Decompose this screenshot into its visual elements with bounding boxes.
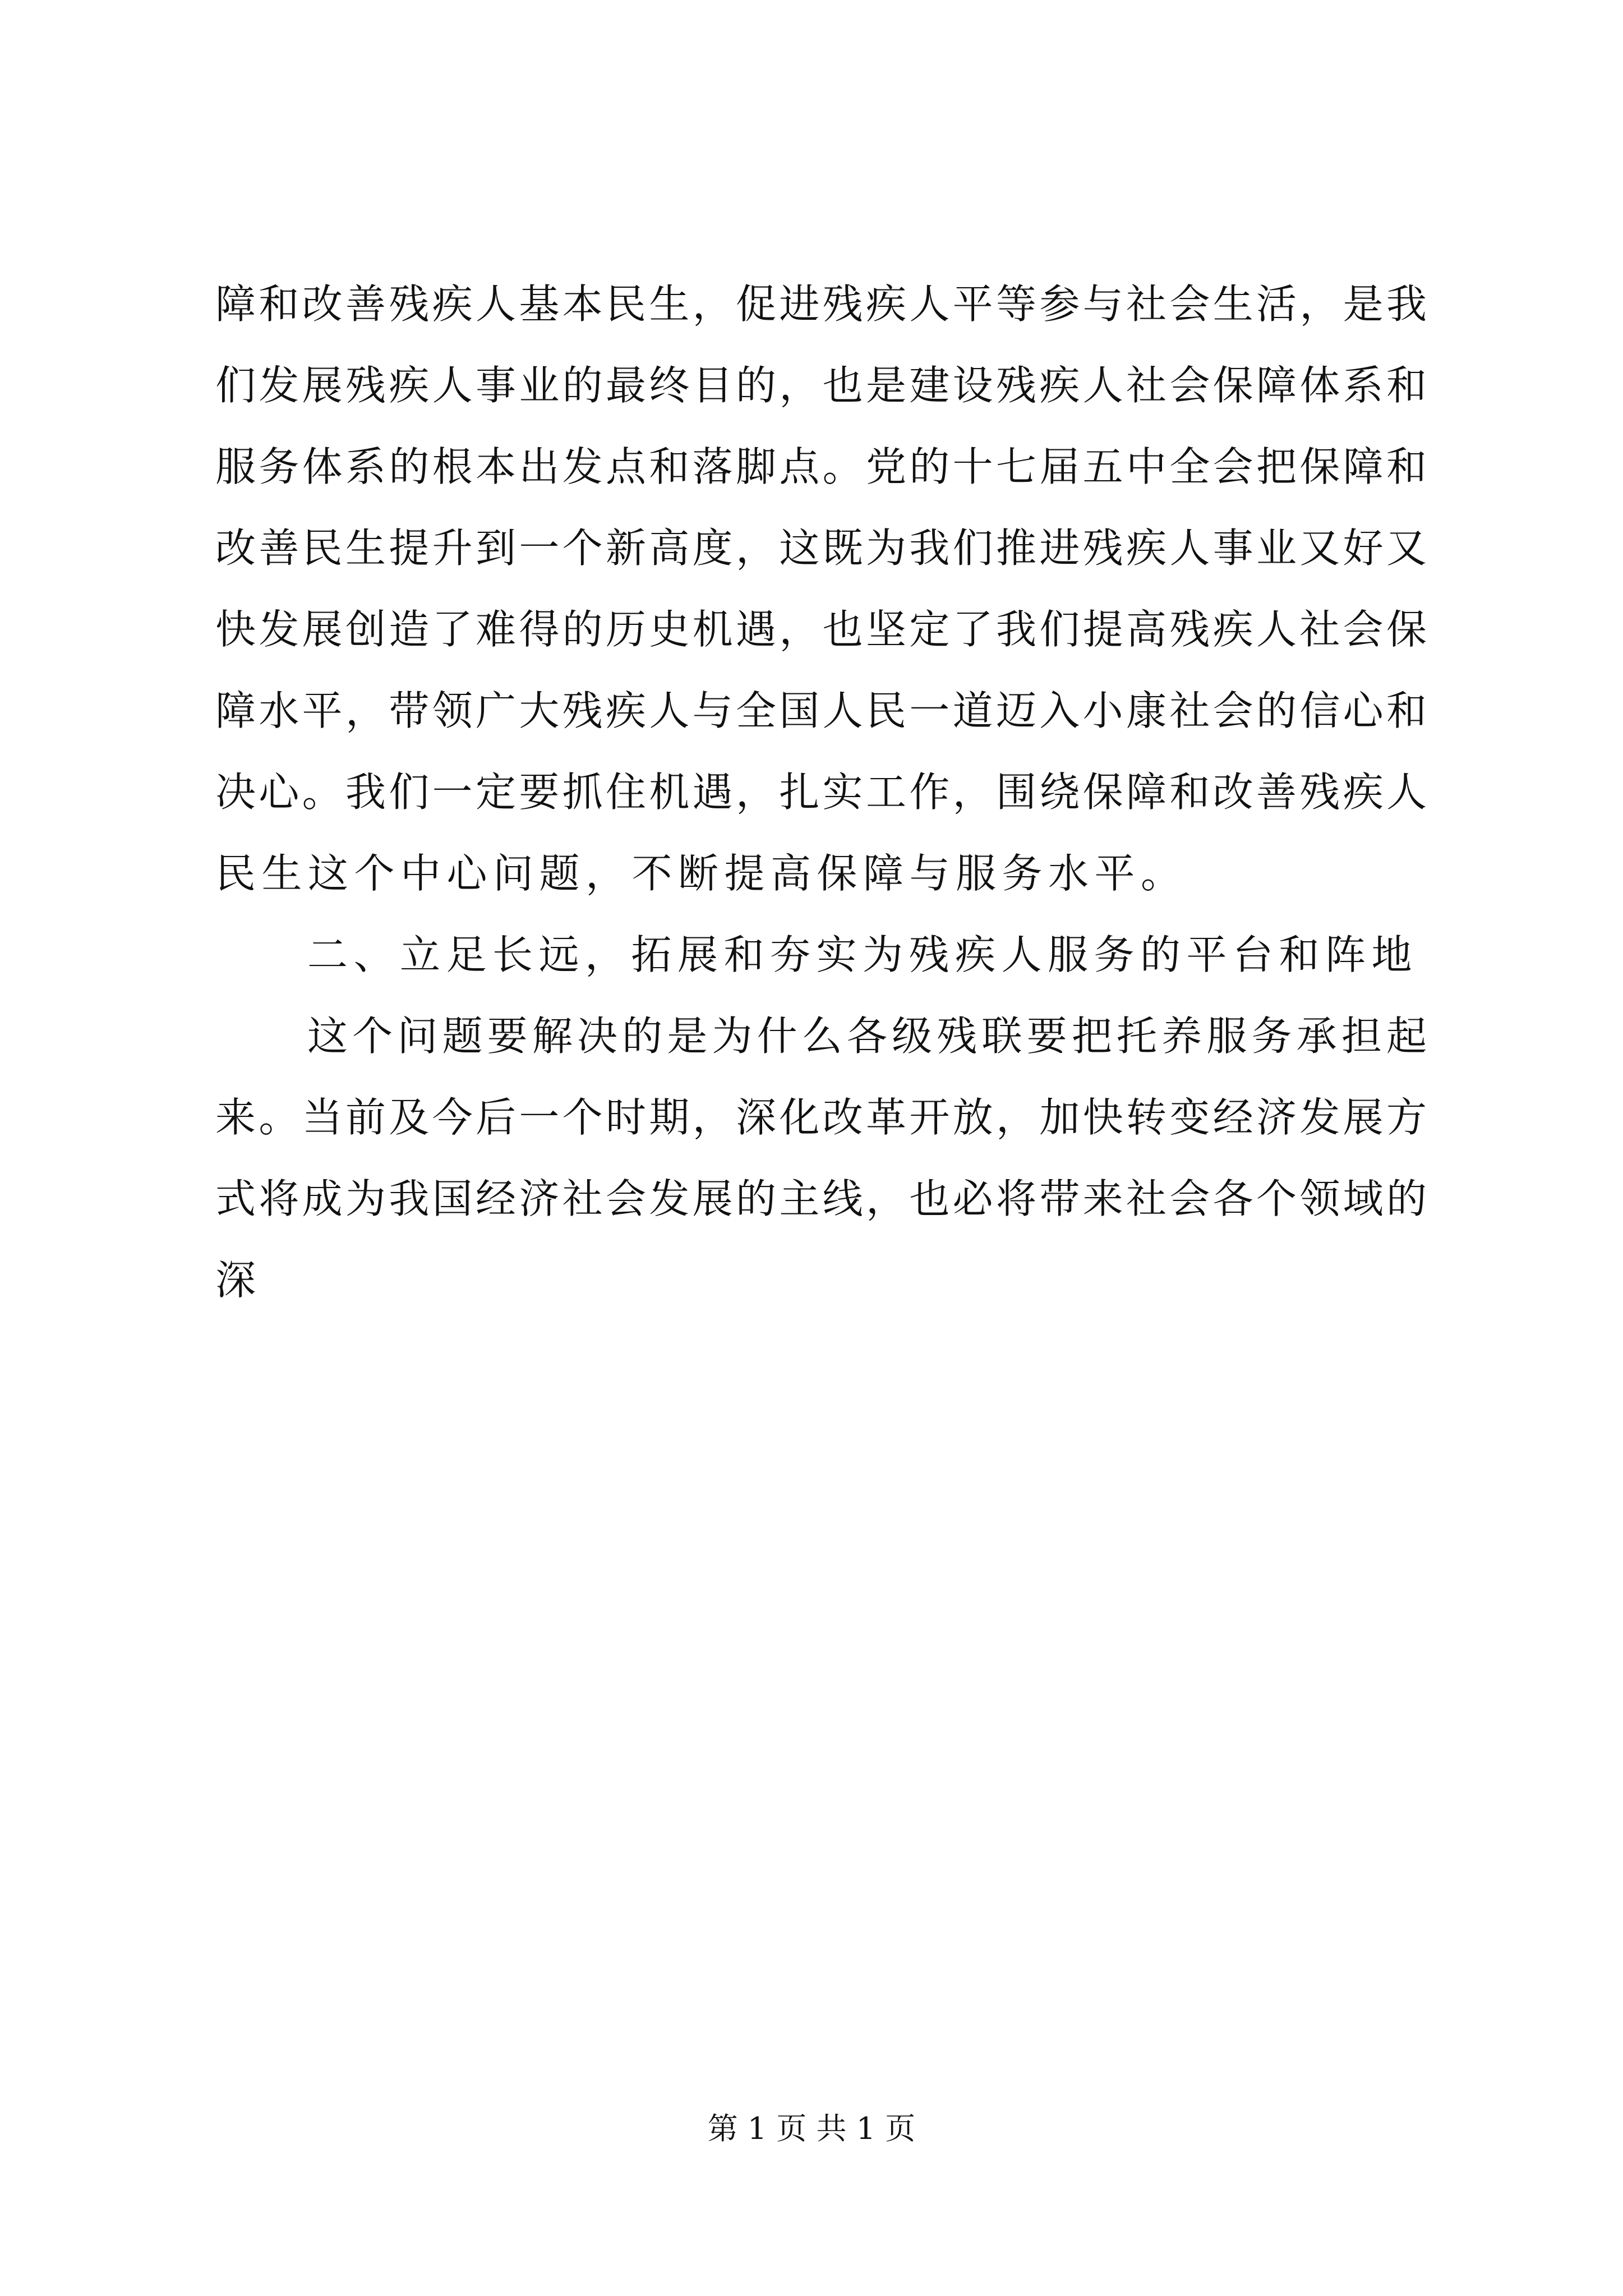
text-line: 民生这个中心问题，不断提高保障与服务水平。: [215, 850, 1187, 897]
text-line: 深: [215, 1257, 262, 1304]
text-line: 改善民生提升到一个新高度，这既为我们推进残疾人事业又好又: [215, 524, 1427, 572]
text-line: 这个问题要解决的是为什么各级残联要把托养服务承担起: [307, 1013, 1427, 1060]
text-line: 障和改善残疾人基本民生，促进残疾人平等参与社会生活，是我: [215, 280, 1427, 328]
text-line: 们发展残疾人事业的最终目的，也是建设残疾人社会保障体系和: [215, 362, 1427, 409]
text-line: 来。当前及今后一个时期，深化改革开放，加快转变经济发展方: [215, 1094, 1427, 1141]
text-line: 服务体系的根本出发点和落脚点。党的十七届五中全会把保障和: [215, 443, 1427, 490]
body-text: [215, 264, 1427, 1321]
text-line: 决心。我们一定要抓住机遇，扎实工作，围绕保障和改善残疾人: [215, 769, 1427, 816]
page-footer: 第 1 页 共 1 页: [707, 2111, 916, 2146]
text-line: 快发展创造了难得的历史机遇，也坚定了我们提高残疾人社会保: [215, 606, 1427, 653]
text-line: 式将成为我国经济社会发展的主线，也必将带来社会各个领域的: [215, 1175, 1427, 1222]
section-heading: 二、立足长远，拓展和夯实为残疾人服务的平台和阵地: [307, 931, 1418, 978]
text-line: 障水平，带领广大残疾人与全国人民一道迈入小康社会的信心和: [215, 687, 1427, 734]
